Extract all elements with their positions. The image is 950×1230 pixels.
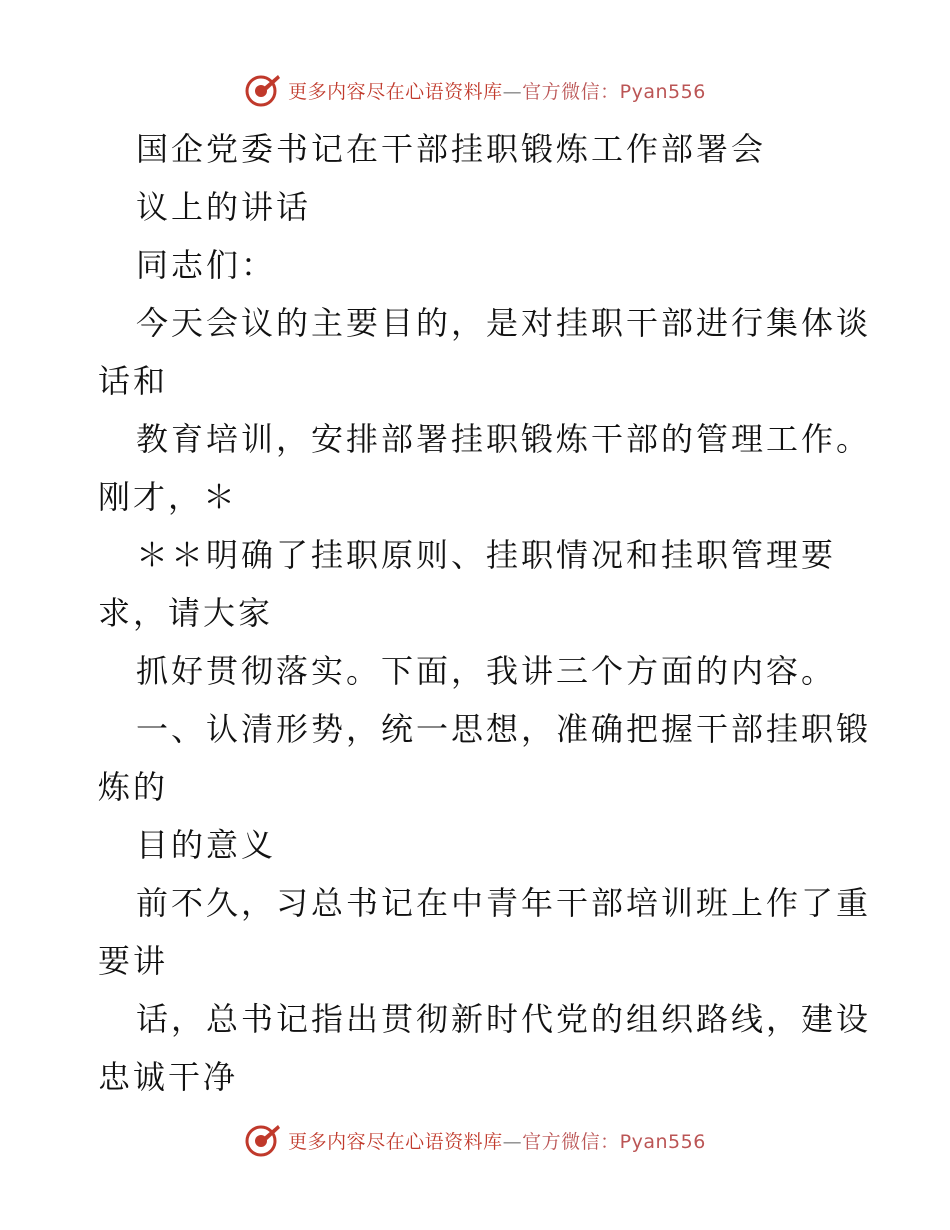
watermark-banner-bottom [0, 1120, 950, 1160]
watermark-text: 更多内容尽在心语资料库—官方微信：Pyan556 [288, 1130, 706, 1153]
paragraph-line: 话和 [98, 362, 169, 400]
watermark-text: 更多内容尽在心语资料库—官方微信：Pyan556 [288, 80, 706, 103]
paragraph-line: ＊＊明确了挂职原则、挂职情况和挂职管理要 [136, 536, 837, 574]
pen-logo-icon [244, 1122, 282, 1158]
section-heading-line: 目的意义 [136, 826, 277, 864]
paragraph-line: 今天会议的主要目的，是对挂职干部进行集体谈 [136, 304, 872, 342]
doc-title-line-2: 议上的讲话 [136, 188, 312, 226]
paragraph-line: 求，请大家 [98, 594, 274, 632]
doc-title-line-1: 国企党委书记在干部挂职锻炼工作部署会 [136, 130, 767, 168]
paragraph-line: 话，总书记指出贯彻新时代党的组织路线，建设 [136, 1000, 872, 1038]
salutation: 同志们： [136, 246, 277, 284]
paragraph-line: 刚才，＊ [98, 478, 239, 516]
watermark-banner-top [0, 70, 950, 110]
paragraph-line: 教育培训，安排部署挂职锻炼干部的管理工作。 [136, 420, 872, 458]
paragraph-line: 前不久，习总书记在中青年干部培训班上作了重 [136, 884, 872, 922]
pen-logo-icon [244, 72, 282, 108]
section-heading-line: 一、认清形势，统一思想，准确把握干部挂职锻 [136, 710, 872, 748]
paragraph-line: 忠诚干净 [98, 1058, 239, 1096]
paragraph-line: 抓好贯彻落实。下面，我讲三个方面的内容。 [136, 652, 837, 690]
paragraph-line: 要讲 [98, 942, 169, 980]
section-heading-line: 炼的 [98, 768, 169, 806]
